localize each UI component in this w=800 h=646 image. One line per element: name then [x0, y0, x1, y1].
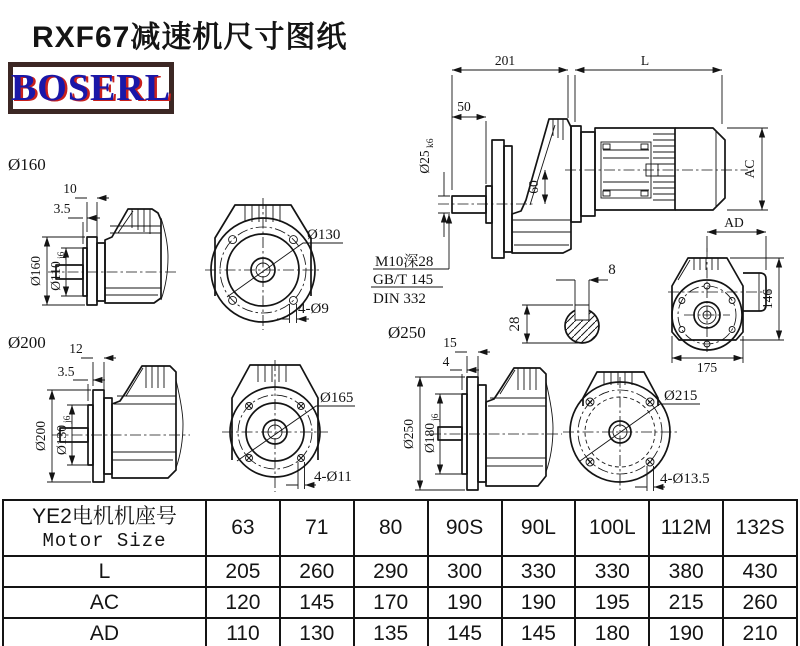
dim-ext	[707, 236, 766, 270]
dim-175-label: 175	[696, 360, 718, 375]
holes-label: 4-Ø13.5	[660, 471, 710, 487]
table-cell: 330	[575, 556, 649, 587]
output-flange	[492, 140, 504, 258]
dim-10-label: 10	[63, 181, 77, 196]
dim-d200-label: Ø200	[33, 421, 48, 451]
dim-ext	[87, 202, 97, 238]
motor-fins	[653, 134, 675, 200]
section-label-200: Ø200	[8, 333, 46, 352]
d215-leader	[580, 404, 700, 461]
dim-50-label: 50	[457, 99, 471, 114]
motor-adapter-flange	[571, 126, 581, 222]
table-cell: 210	[723, 618, 797, 646]
view-top	[668, 215, 784, 375]
table-cell: 135	[354, 618, 428, 646]
shaft-shoulder	[486, 186, 492, 223]
centerlines	[668, 248, 772, 352]
motor-adapter	[581, 132, 595, 216]
dim-d250-label: Ø250	[401, 419, 416, 449]
col-header: 63	[206, 500, 280, 556]
housing-fins	[258, 365, 286, 382]
view-face160	[205, 198, 343, 330]
view-face200	[222, 360, 355, 492]
col-header: 90L	[502, 500, 576, 556]
dim-d110-label: Ø110	[48, 261, 63, 291]
table-cell: 110	[206, 618, 280, 646]
dim-d110-fit: j6	[57, 251, 67, 259]
housing-ribs	[105, 226, 161, 295]
table-row-AC	[3, 587, 797, 618]
dim-d130-label: Ø130	[54, 425, 69, 455]
col-header: 80	[354, 500, 428, 556]
table-header-row	[3, 500, 797, 556]
table-cell: 205	[206, 556, 280, 587]
col-header: 112M	[649, 500, 723, 556]
housing-ribs	[486, 398, 546, 466]
output-shaft	[452, 196, 486, 213]
flange	[93, 390, 104, 482]
section-label-250: Ø250	[388, 323, 426, 342]
row-label: AC	[3, 587, 206, 618]
table-cell: 130	[280, 618, 354, 646]
fan-cover	[675, 128, 725, 210]
dim-4-label: 4	[442, 354, 450, 369]
dim-201-label: 201	[494, 53, 516, 68]
col-header: 132S	[723, 500, 797, 556]
housing	[486, 368, 546, 486]
stator-pad	[603, 191, 610, 196]
col-header: 90S	[428, 500, 502, 556]
table-cell: 145	[502, 618, 576, 646]
gear-housing	[512, 119, 571, 253]
table-cell: 190	[428, 587, 502, 618]
table-cell: 260	[280, 556, 354, 587]
dim-28-label: 28	[507, 316, 523, 332]
motor-size-header	[3, 500, 206, 556]
d165-label: Ø165	[320, 390, 354, 406]
table-cell: 170	[354, 587, 428, 618]
table-cell: 380	[649, 556, 723, 587]
housing	[105, 209, 161, 303]
dim-AD-label: AD	[724, 215, 744, 230]
motor-size-header-cn: YE2电机机座号	[32, 505, 177, 529]
stator-pad	[603, 144, 610, 149]
dim-d130-fit: j6	[63, 415, 73, 423]
section-label-160: Ø160	[8, 155, 46, 174]
note-din: DIN 332	[373, 291, 426, 307]
flange	[467, 377, 478, 490]
table-cell: 190	[502, 587, 576, 618]
col-header: 71	[280, 500, 354, 556]
flange-step	[478, 385, 486, 482]
dim-ext	[438, 196, 450, 213]
view-flange200-side	[8, 333, 190, 482]
dim-AC-label: AC	[742, 159, 757, 179]
dimension-table	[2, 499, 798, 646]
housing-ribs	[512, 220, 571, 245]
centerlines	[222, 360, 328, 492]
table-cell: 430	[723, 556, 797, 587]
table-row-L	[3, 556, 797, 587]
table-cell: 145	[280, 587, 354, 618]
dim-35-label: 3.5	[57, 364, 75, 379]
dim-35-label: 3.5	[53, 201, 71, 216]
dim-d160-label: Ø160	[28, 256, 43, 286]
brand-logo-text: BOSERL	[10, 67, 172, 109]
table-cell: 190	[649, 618, 723, 646]
rear-cover-arc	[176, 380, 183, 468]
view-side-main	[371, 53, 768, 307]
table-cell: 260	[723, 587, 797, 618]
row-label: L	[3, 556, 206, 587]
dim-146-label: 146	[760, 288, 775, 310]
table-row-AD	[3, 618, 797, 646]
rear-cover-arc	[161, 218, 168, 300]
dim-60-label: 60	[526, 180, 541, 194]
table-cell: 290	[354, 556, 428, 587]
holes-label: 4-Ø9	[298, 301, 329, 317]
flange-step	[104, 398, 112, 474]
page-title: RXF67减速机尺寸图纸	[32, 21, 348, 54]
table-cell: 180	[575, 618, 649, 646]
dim-d180-fit: j6	[431, 413, 441, 421]
holes-label: 4-Ø11	[314, 469, 352, 485]
table-cell: 330	[502, 556, 576, 587]
dim-15-label: 15	[443, 335, 457, 350]
dim-8-label: 8	[608, 262, 616, 278]
table-cell: 145	[428, 618, 502, 646]
table-cell: 120	[206, 587, 280, 618]
keyway-mask	[576, 300, 589, 320]
view-flange250-side	[388, 323, 562, 490]
d130-label: Ø130	[307, 227, 341, 243]
dim-shaft-dia-label: Ø25	[417, 150, 432, 174]
flange	[87, 237, 97, 305]
view-flange160-side	[8, 155, 176, 305]
row-label: AD	[3, 618, 206, 646]
flange-step	[504, 146, 512, 252]
shaft	[438, 427, 462, 440]
stator-pad	[641, 144, 648, 149]
rear-cover-arc	[546, 382, 553, 472]
stator-pad	[641, 191, 648, 196]
table-cell: 300	[428, 556, 502, 587]
housing-ribs	[112, 396, 176, 460]
dim-d180-label: Ø180	[422, 423, 437, 453]
view-key-section	[507, 262, 616, 343]
view-face250	[563, 372, 710, 491]
col-header: 100L	[575, 500, 649, 556]
note-gbt: GB/T 145	[373, 272, 434, 288]
dim-12-label: 12	[69, 341, 83, 356]
fan-cover-lines	[675, 128, 716, 210]
motor-size-header-en: Motor Size	[42, 529, 167, 552]
dim-L-label: L	[640, 53, 650, 68]
table-cell: 195	[575, 587, 649, 618]
table-cell: 215	[649, 587, 723, 618]
housing-fins	[126, 366, 164, 396]
housing	[112, 366, 176, 478]
d215-label: Ø215	[664, 388, 698, 404]
dim-shaft-fit-label: k6	[426, 138, 436, 148]
housing-fins	[678, 258, 718, 280]
bolt-hole	[229, 236, 237, 244]
note-thread: M10深28	[375, 254, 434, 270]
housing-fins	[118, 209, 150, 234]
